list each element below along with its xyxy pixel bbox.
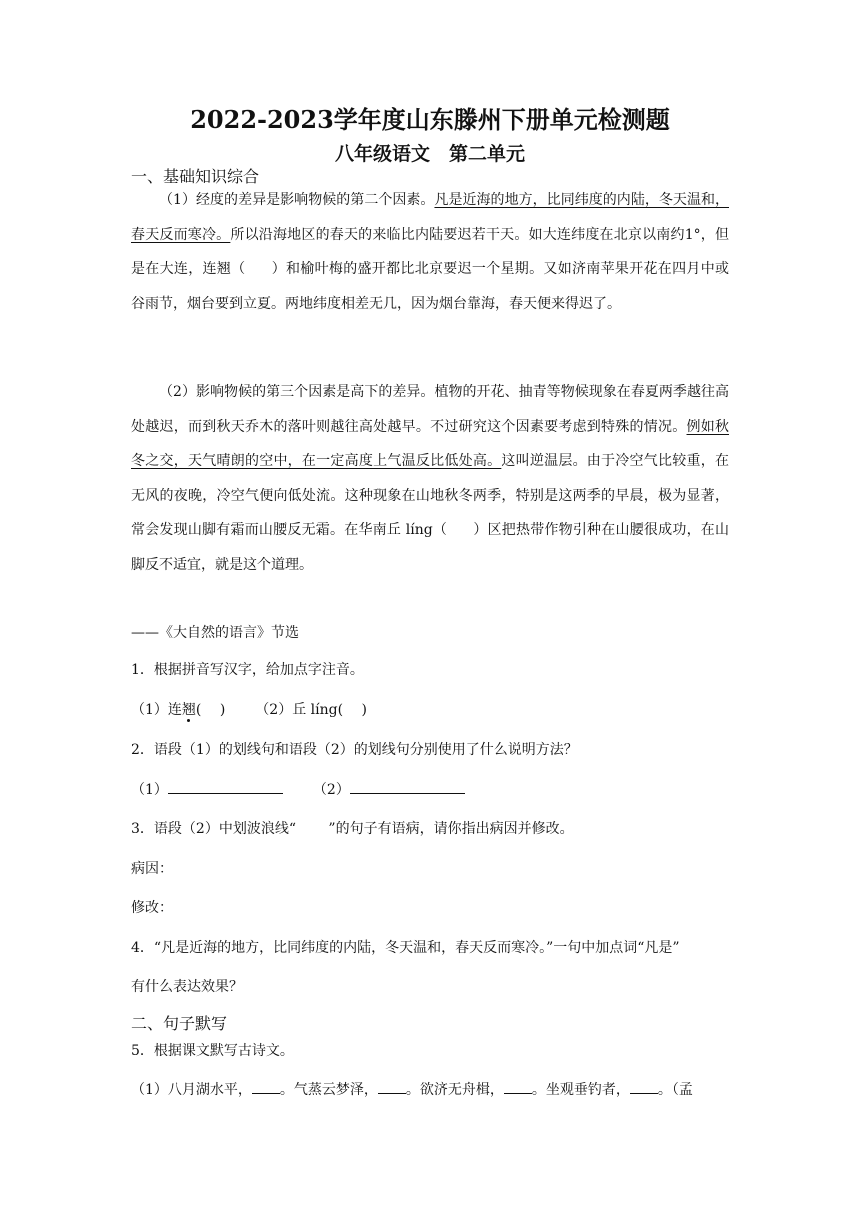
q2b-label: （2） (312, 782, 350, 798)
question-4-line-2: 有什么表达效果？ (131, 979, 243, 995)
source-note: ——《大自然的语言》节选 (131, 625, 299, 641)
q5a-text-3: 。欲济无舟楫， (405, 1082, 504, 1098)
question-1: 1．根据拼音写汉字，给加点字注音。 (131, 662, 364, 678)
q5a-blank-4[interactable] (630, 1079, 658, 1094)
p1-text-c: ）和榆叶梅的盛开都比北京要迟一个星期。又如济南苹果开花在四月中或谷雨节，烟台要到立夏。两地纬度相差无几，因为烟台靠海，春天便来得迟了。 (131, 261, 730, 312)
paragraph-1 (131, 183, 729, 321)
p1-text-a: （1）经度的差异是影响物候的第二个因素。 (159, 192, 435, 208)
p1-underlined-sentence: 凡是近海的地方，比同纬度的内陆，冬天温和，春天反而寒冷。 (131, 192, 729, 243)
question-2: 2．语段（1）的划线句和语段（2）的划线句分别使用了什么说明方法？ (131, 742, 578, 758)
q1b: （2）丘 líng( ) (255, 702, 367, 718)
paragraph-2 (131, 375, 729, 582)
q2b-answer-line[interactable] (350, 779, 465, 794)
q1a-post: ( ) (195, 702, 226, 718)
q2a-label: （1） (131, 782, 168, 798)
q1a-dotted-char: 翘 (181, 702, 196, 718)
q5a-blank-2[interactable] (378, 1079, 406, 1094)
p2-text-b: 这叫逆温层。由于冷空气比较重，在无风的夜晚，冷空气便向低处流。这种现象在山地秋冬两季，特别是这两季的早晨，极为显著，常会发现山脚有霜而山腰反无霜。在华南丘 líng（ (131, 453, 730, 538)
question-3-revision: 修改： (131, 900, 173, 916)
section-heading-2: 二、句子默写 (131, 1014, 228, 1033)
question-3-cause: 病因： (131, 861, 173, 877)
p2-text-c: ）区把热带作物引种在山腰很成功，在山脚反不适宜，就是这个道理。 (131, 522, 729, 573)
q5a-text-2: 。气蒸云梦泽， (279, 1082, 378, 1098)
q2a-answer-line[interactable] (168, 779, 283, 794)
q5a-blank-1[interactable] (252, 1079, 280, 1094)
p2-underlined-sentence: 例如秋冬之交，天气晴朗的空中，在一定高度上气温反比低处高。 (131, 418, 730, 469)
q5a-text-1: （1）八月湖水平， (131, 1082, 252, 1098)
question-4-line-1: 4．“凡是近海的地方，比同纬度的内陆，冬天温和，春天反而寒冷。”一句中加点词“凡是” (131, 940, 680, 956)
document-title: 2022-2023学年度山东滕州下册单元检测题 (190, 105, 670, 134)
q5a-blank-3[interactable] (504, 1079, 532, 1094)
question-5-item-1 (131, 1079, 693, 1101)
question-2-answers (131, 779, 465, 801)
question-1-items (131, 699, 367, 721)
p1-text-b: 所以沿海地区的春天的来临比内陆要迟若干天。如大连纬度在北京以南约1°，但是在大连，连翘（ (131, 226, 730, 277)
q1a-pre: （1）连 (131, 702, 182, 718)
p2-text-a: （2）影响物候的第三个因素是高下的差异。植物的开花、抽青等物候现象在春夏两季越往高处越迟，而到秋天乔木的落叶则越往高处越早。不过研究这个因素要考虑到特殊的情况。 (131, 384, 729, 435)
q5a-text-4: 。坐观垂钓者， (531, 1082, 630, 1098)
question-3: 3．语段（2）中划波浪线“ ”的句子有语病，请你指出病因并修改。 (131, 821, 574, 837)
section-heading-1: 一、基础知识综合 (131, 167, 260, 186)
q5a-text-5: 。（孟 (657, 1082, 693, 1098)
document-subtitle: 八年级语文 第二单元 (334, 143, 525, 165)
question-5: 5．根据课文默写古诗文。 (131, 1043, 294, 1059)
